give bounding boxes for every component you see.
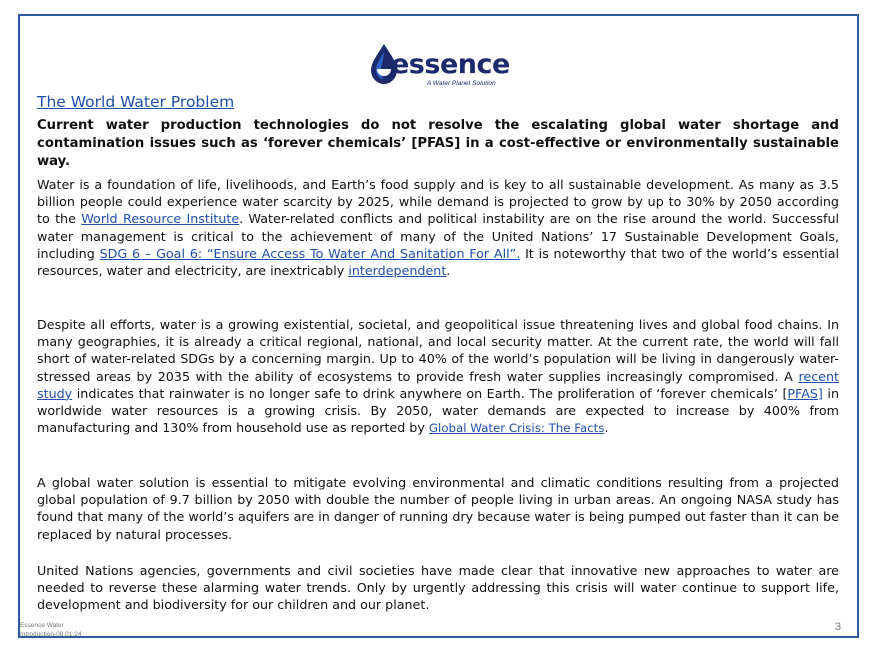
paragraph-growing-issue [37,316,839,437]
recent-study-link[interactable]: recent study [37,368,839,401]
pfas-link[interactable]: PFAS] [787,385,823,401]
sdg6-link[interactable]: SDG 6 – Goal 6: “Ensure Access To Water And Sanitation For All”. [99,245,521,261]
page-number: 3 [835,621,842,633]
lead-statement: Current water production technologies do not resolve the escalating global water shortage and contamination issues such as ‘forever chemicals’ [PFAS] in a cost-effective or environmentally sustainable way. [37,118,839,169]
paragraph-un-agencies: United Nations agencies, governments and civil societies have made clear that innovative new approaches to water are needed to reverse these alarming water trends. Only by urgently addressing this crisis will water continue to support life, development and biodiversity for our children and our planet. [37,563,839,613]
section-heading-link[interactable]: The World Water Problem [37,93,235,111]
p2-text-3: in worldwide water resources is a growing crisis. By 2050, water demands are expected to increase by 400% from manufacturing and 130% from household use as reported by [37,385,839,436]
p2-text-1: Despite all efforts, water is a growing existential, societal, and geopolitical issue threatening lives and global food chains. In many geographies, it is already a critical regional, national, and local security matter. At the current rate, the world will fall short of water-related SDGs by a concerning margin. Up to 40% of the world’s population will be living in dangerously water-stressed areas by 2035 with the ability of ecosystems to provide fresh water supplies increasingly compromised. A [37,317,839,384]
footer-document-version: Introduction-08.01.24 [20,630,82,638]
p2-text-4: . [604,420,609,436]
footer-document-info [20,622,81,639]
interdependent-link[interactable]: interdependent [348,263,447,279]
logo-tagline: A Water Planet Solution [427,80,496,87]
paragraph-global-solution: A global water solution is essential to mitigate evolving environmental and climatic conditions resulting from a projected global population of 9.7 billion by 2050 with double the number of people living in urban areas. An ongoing NASA study has found that many of the world’s aquifers are in danger of running dry because water is being pumped out faster than it can be replaced by natural processes. [37,475,839,542]
p1-text-2: . Water-related conflicts and political instability are on the rise around the world. Successful water management is critical to the achievement of many of the United Nations’ 17 Sustainable Development Goals, including [37,211,840,261]
world-resource-institute-link[interactable]: World Resource Institute [81,211,240,227]
p1-text-4: . [446,263,451,279]
p2-text-2: indicates that rainwater is no longer safe to drink anywhere on Earth. The proliferation of ‘forever chemicals’ [ [72,385,788,401]
essence-logo [367,42,509,92]
paragraph-water-foundation [37,176,839,279]
global-water-crisis-link[interactable]: Global Water Crisis: The Facts [428,421,605,436]
footer-company: Essence Water [20,622,64,629]
p1-text-3: It is noteworthy that two of the world’s essential resources, water and electricity, are inextricably [37,245,839,279]
logo-wordmark: essence [391,49,510,80]
p1-text-1: Water is a foundation of life, livelihoods, and Earth’s food supply and is key to all sustainable development. As many as 3.5 billion people could experience water scarcity by 2025, while demand is projected to grow by up to 30% by 2050 according to the [37,177,839,227]
